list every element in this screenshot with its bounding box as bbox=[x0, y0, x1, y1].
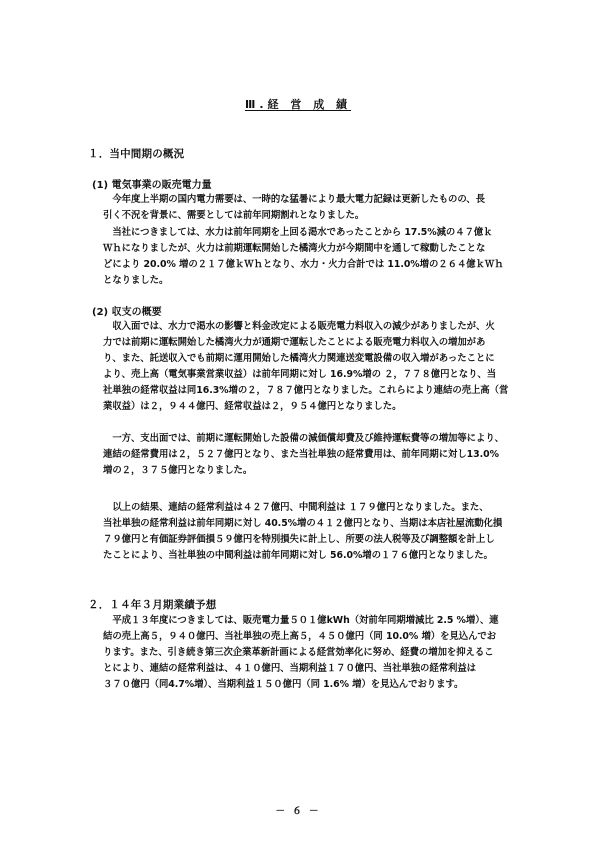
section1-sub2-heading: (2) 収支の概要 bbox=[92, 307, 162, 318]
section2-heading: ２．１４年３月期業績予想 bbox=[88, 599, 217, 611]
section1-heading: １．当中間期の概況 bbox=[88, 148, 185, 160]
page-title: Ⅲ.経 営 成 績 bbox=[244, 98, 352, 111]
section1-sub2-paragraph-2: 一方、支出面では、前期に運転開始した設備の減価償却費及び維持運転費等の増加等により、 連結の経常費用は２，５２７億円となり、また当社単独の経常費用は、前年同期に対し13.0% 増の２，３７５億円となりました。 bbox=[103, 433, 504, 476]
section1-sub2-paragraph-1: 収入面では、水力で渇水の影響と料金改定による販売電力料収入の減少がありましたが、火 力では前期に運転開始した橘湾火力が通期で運転したことによる販売電力料収入の増加があ り、また、託送収入でも前期に運用開始した橘湾火力関連送変電設備の収入増があったことに より、売上高（電気事業営業収益）は前年同期に対し 16.9%増の ２，７７８億円となり、当 社単独の経常収益は同16.3%増の２，７８７億円となりました。これらにより連結の売上高（営 業収益）は２，９４４億円、経常収益は２，９５４億円となりました。 bbox=[103, 321, 509, 412]
section2-paragraph-1: 平成１３年度につきましては、販売電力量５０１億kWh（対前年同期増減比 2.5 %増）、連 結の売上高５，９４０億円、当社単独の売上高５，４５０億円（同 10.0% 増）を見込んでお ります。また、引き続き第三次企業革新計画による経営効率化に努め、経費の増加を抑えるこ とにより、連結の経常利益は、４１０億円、当期利益１７０億円、当社単独の経常利益は ３７０億円（同4.7%増）、当期利益１５０億円（同 1.6% 増）を見込んでおります。 bbox=[103, 615, 499, 690]
section1-sub1-heading: (1) 電気事業の販売電力量 bbox=[92, 180, 212, 191]
section1-sub1-paragraph-2: 当社につきましては、水力は前年同期を上回る渇水であったことから 17.5%減の４７億ｋ Ｗｈになりましたが、火力は前期運転開始した橘湾火力が今期間中を通して稼動したことな どにより 20.0% 増の２１７億ｋＷｈとなり、水力・火力合計では 11.0%増の２６４億ｋＷｈ となりました。 bbox=[103, 227, 504, 286]
page-number: － ６ － bbox=[275, 806, 321, 817]
section1-sub2-paragraph-3: 以上の結果、連結の経常利益は４２７億円、中間利益は １７９億円となりました。また、 当社単独の経常利益は前年同期に対し 40.5%増の４１２億円となり、当期は本店社屋流動化損 ７９億円と有価証券評価損５９億円を特別損失に計上し、所要の法人税等及び調整額を計上し たことにより、当社単独の中間利益は前年同期に対し 56.0%増の１７６億円となりました。 bbox=[103, 502, 503, 561]
section1-sub1-paragraph-1: 今年度上半期の国内電力需要は、一時的な猛暑により最大電力記録は更新したものの、長 引く不況を背景に、需要としては前年同期割れとなりました。 bbox=[103, 194, 485, 221]
